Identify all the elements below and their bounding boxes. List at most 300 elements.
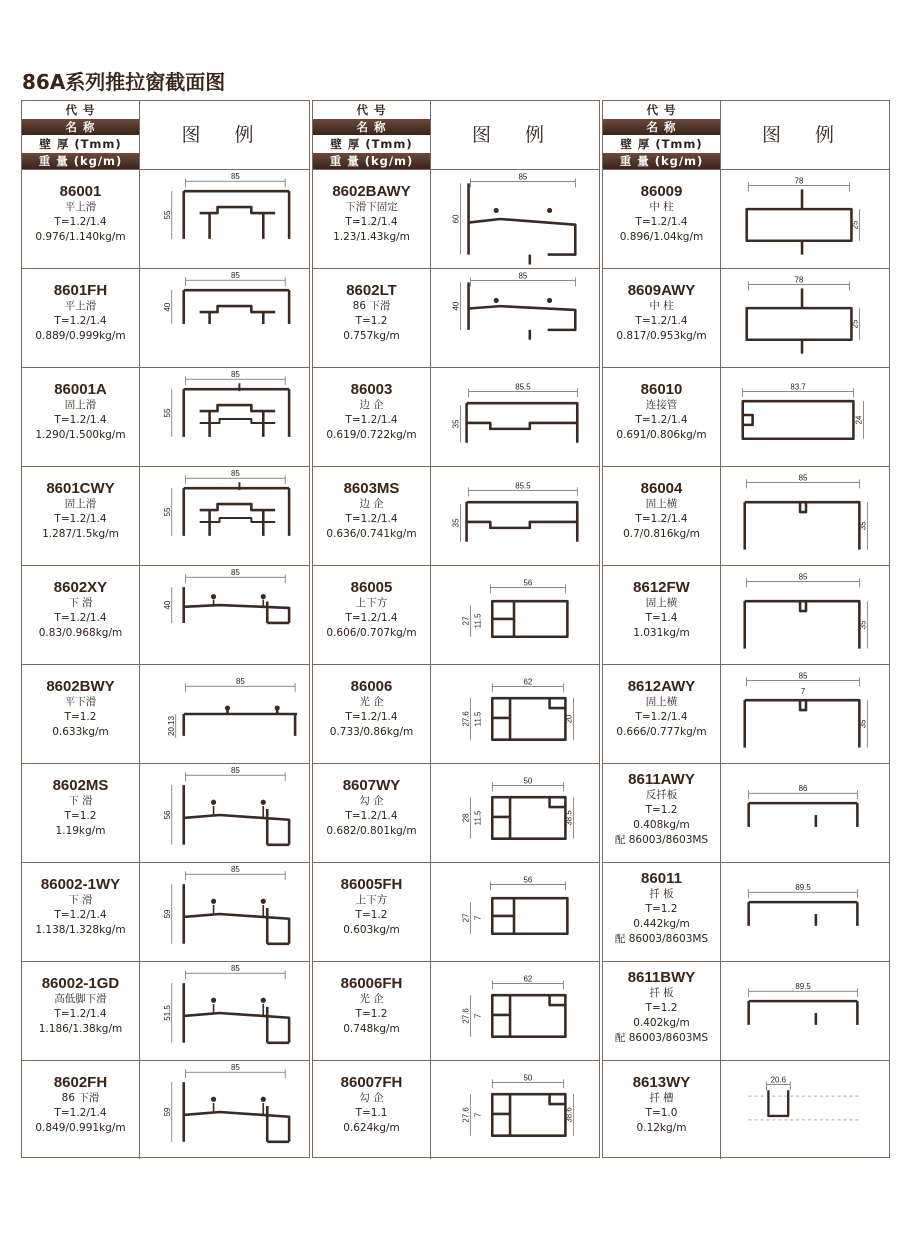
profile-info — [22, 763, 140, 862]
profile-weight: 0.849/0.991kg/m — [35, 1122, 126, 1134]
section-diagram — [721, 169, 889, 268]
profile-figure — [721, 466, 889, 565]
profile-thickness: T=1.2 — [645, 903, 678, 915]
profile-name: 勾 企 — [359, 795, 384, 807]
profile-row — [22, 268, 309, 368]
section-diagram — [721, 466, 889, 565]
profile-weight: 0.691/0.806kg/m — [616, 429, 707, 441]
profile-weight: 0.7/0.816kg/m — [623, 528, 700, 540]
profile-name: 平上滑 — [64, 300, 97, 312]
profile-info — [313, 1060, 431, 1159]
profile-thickness: T=1.2/1.4 — [635, 216, 688, 228]
dimension-label: 85 — [231, 1063, 240, 1073]
profile-figure — [721, 862, 889, 961]
figure-label: 图 例 — [471, 124, 559, 146]
profile-thickness: T=1.2/1.4 — [635, 315, 688, 327]
profile-code: 8602FH — [53, 1074, 108, 1091]
profile-figure — [721, 565, 889, 664]
dimension-label: 85.5 — [515, 382, 531, 392]
profile-info — [22, 268, 140, 367]
profile-name: 中 柱 — [649, 201, 674, 213]
section-diagram — [431, 466, 599, 565]
profile-code: 86005 — [350, 579, 393, 596]
profile-weight: 1.23/1.43kg/m — [333, 231, 410, 243]
profile-row — [313, 268, 599, 368]
dimension-label: 7 — [800, 687, 806, 697]
page-title: 86A系列推拉窗截面图 — [22, 70, 226, 94]
profile-figure — [431, 664, 599, 763]
profile-figure — [140, 169, 309, 268]
profile-figure — [721, 169, 889, 268]
profile-name: 固上滑 — [64, 399, 97, 411]
profile-name: 固上横 — [645, 696, 678, 708]
dimension-label: 85 — [231, 271, 240, 281]
profile-thickness: T=1.2 — [355, 1008, 388, 1020]
profile-row — [22, 961, 309, 1061]
profile-name: 扦 板 — [649, 888, 674, 900]
section-diagram — [140, 763, 309, 862]
dimension-label: 7 — [473, 1013, 483, 1019]
dimension-label: 7 — [473, 915, 483, 921]
profile-weight: 0.889/0.999kg/m — [35, 330, 126, 342]
profile-row — [313, 1060, 599, 1159]
profile-info — [313, 664, 431, 763]
profile-row — [313, 367, 599, 467]
dimension-label: 89.5 — [795, 982, 811, 992]
profile-weight: 0.757kg/m — [343, 330, 400, 342]
dimension-label: 85 — [231, 172, 240, 182]
profile-note: 配 86003/8603MS — [614, 834, 709, 846]
dimension-label: 55 — [162, 507, 172, 517]
profile-info — [313, 961, 431, 1060]
profile-note: 配 86003/8603MS — [614, 933, 709, 945]
profile-row — [22, 763, 309, 863]
profile-name: 高低脚下滑 — [54, 993, 107, 1005]
profile-weight: 0.633kg/m — [52, 726, 109, 738]
section-diagram — [140, 961, 309, 1060]
profile-code: 86002-1WY — [40, 876, 121, 893]
profile-name: 平下滑 — [64, 696, 97, 708]
dimension-label: 35 — [858, 521, 868, 531]
profile-figure — [431, 565, 599, 664]
profile-figure — [431, 862, 599, 961]
profile-thickness: T=1.2 — [645, 804, 678, 816]
profile-figure — [140, 1060, 309, 1159]
profile-weight: 0.83/0.968kg/m — [38, 627, 123, 639]
profile-figure — [721, 367, 889, 466]
dimension-label: 27.6 — [461, 1107, 471, 1123]
profile-figure — [140, 268, 309, 367]
profile-row — [22, 664, 309, 764]
profile-info — [22, 961, 140, 1060]
section-diagram — [431, 862, 599, 961]
table-header — [603, 101, 889, 170]
dimension-label: 85 — [231, 964, 240, 974]
dimension-label: 27 — [461, 913, 471, 923]
dimension-label: 50 — [523, 776, 533, 786]
section-diagram — [140, 1060, 309, 1159]
profile-figure — [140, 466, 309, 565]
profile-info — [22, 565, 140, 664]
profile-thickness: T=1.1 — [355, 1107, 388, 1119]
profile-weight: 1.031kg/m — [633, 627, 690, 639]
section-diagram — [431, 169, 599, 268]
dimension-label: 20.13 — [166, 715, 176, 736]
dimension-label: 24 — [854, 415, 864, 425]
profile-name: 下 滑 — [68, 795, 93, 807]
profile-thickness: T=1.2/1.4 — [54, 216, 107, 228]
profile-weight: 0.636/0.741kg/m — [326, 528, 417, 540]
dimension-label: 85 — [231, 469, 240, 479]
weight-label: 重 量 (kg/m) — [603, 153, 720, 169]
code-label: 代 号 — [603, 102, 720, 118]
dimension-label: 85 — [231, 370, 240, 380]
profile-name: 固上滑 — [64, 498, 97, 510]
profile-code: 86010 — [640, 381, 683, 398]
dimension-label: 56 — [523, 578, 533, 588]
section-diagram — [431, 763, 599, 862]
profile-row — [603, 961, 889, 1061]
profile-figure — [431, 367, 599, 466]
table-header — [313, 101, 599, 170]
profile-thickness: T=1.2/1.4 — [54, 414, 107, 426]
section-diagram — [140, 466, 309, 565]
dimension-label: 27 — [461, 616, 471, 626]
profile-thickness: T=1.2/1.4 — [635, 711, 688, 723]
profile-code: 8611AWY — [628, 771, 695, 788]
dimension-label: 85 — [798, 671, 808, 681]
dimension-label: 40 — [162, 600, 172, 610]
section-diagram — [721, 1060, 889, 1159]
profile-row — [603, 565, 889, 665]
dimension-label: 55 — [162, 408, 172, 418]
profile-table-column — [312, 100, 600, 1158]
section-diagram — [140, 169, 309, 268]
dimension-label: 85 — [231, 568, 240, 578]
profile-info — [603, 367, 721, 466]
profile-weight: 0.624kg/m — [343, 1122, 400, 1134]
profile-info — [313, 862, 431, 961]
dimension-label: 35 — [451, 419, 461, 429]
profile-weight: 1.186/1.38kg/m — [38, 1023, 123, 1035]
profile-code: 86006FH — [340, 975, 403, 992]
section-diagram — [721, 664, 889, 763]
weight-label: 重 量 (kg/m) — [22, 153, 139, 169]
profile-name: 上下方 — [355, 894, 388, 906]
profile-weight: 0.896/1.04kg/m — [619, 231, 704, 243]
dimension-label: 50 — [523, 1073, 533, 1083]
figure-label: 图 例 — [761, 124, 849, 146]
profile-info — [313, 169, 431, 268]
profile-figure — [431, 169, 599, 268]
dimension-label: 38.6 — [564, 1107, 574, 1123]
dimension-label: 20 — [564, 714, 574, 724]
profile-row — [22, 169, 309, 269]
profile-row — [313, 664, 599, 764]
dimension-label: 86 — [798, 784, 808, 794]
profile-weight: 0.682/0.801kg/m — [326, 825, 417, 837]
profile-weight: 0.603kg/m — [343, 924, 400, 936]
profile-thickness: T=1.2 — [64, 711, 97, 723]
profile-info — [313, 763, 431, 862]
profile-name: 扦 槽 — [649, 1092, 674, 1104]
dimension-label: 85 — [798, 473, 808, 483]
profile-info — [22, 1060, 140, 1159]
profile-weight: 0.442kg/m — [633, 918, 690, 930]
profile-weight: 0.666/0.777kg/m — [616, 726, 707, 738]
profile-name: 反扦板 — [645, 789, 678, 801]
profile-info — [603, 268, 721, 367]
profile-info — [603, 862, 721, 961]
dimension-label: 55 — [162, 210, 172, 220]
dimension-label: 27.6 — [461, 1008, 471, 1024]
dimension-label: 56 — [162, 810, 172, 820]
profile-name: 连接管 — [645, 399, 678, 411]
thickness-label: 壁 厚 (Tmm) — [603, 136, 720, 152]
profile-name: 勾 企 — [359, 1092, 384, 1104]
profile-info — [603, 664, 721, 763]
profile-figure — [140, 862, 309, 961]
dimension-label: 40 — [162, 302, 172, 312]
profile-row — [22, 565, 309, 665]
dimension-label: 85 — [518, 271, 528, 281]
profile-name: 边 企 — [359, 498, 384, 510]
profile-info — [22, 664, 140, 763]
profile-weight: 1.138/1.328kg/m — [35, 924, 126, 936]
profile-info — [603, 763, 721, 862]
profile-code: 8601FH — [53, 282, 108, 299]
section-diagram — [431, 664, 599, 763]
profile-thickness: T=1.4 — [645, 612, 678, 624]
profile-row — [603, 367, 889, 467]
dimension-label: 78 — [794, 275, 804, 285]
profile-info — [22, 367, 140, 466]
section-diagram — [140, 664, 309, 763]
dimension-label: 89.5 — [795, 883, 811, 893]
profile-thickness: T=1.2 — [64, 810, 97, 822]
profile-figure — [431, 268, 599, 367]
dimension-label: 51.5 — [162, 1005, 172, 1021]
dimension-label: 38.5 — [564, 810, 574, 826]
profile-note: 配 86003/8603MS — [614, 1032, 709, 1044]
profile-row — [603, 862, 889, 962]
profile-name: 中 柱 — [649, 300, 674, 312]
profile-weight: 0.12kg/m — [636, 1122, 687, 1134]
profile-row — [603, 1060, 889, 1159]
dimension-label: 85 — [235, 677, 245, 687]
profile-info — [603, 961, 721, 1060]
name-label: 名 称 — [313, 119, 430, 135]
profile-weight: 0.976/1.140kg/m — [35, 231, 126, 243]
profile-table-column — [602, 100, 890, 1158]
profile-name: 固上横 — [645, 597, 678, 609]
profile-weight: 0.402kg/m — [633, 1017, 690, 1029]
profile-figure — [431, 763, 599, 862]
dimension-label: 25 — [850, 319, 860, 329]
profile-row — [313, 466, 599, 566]
profile-code: 8607WY — [342, 777, 401, 794]
table-header — [22, 101, 309, 170]
profile-code: 86003 — [350, 381, 393, 398]
profile-code: 86004 — [640, 480, 683, 497]
section-diagram — [721, 763, 889, 862]
profile-weight: 0.408kg/m — [633, 819, 690, 831]
dimension-label: 85.5 — [515, 481, 531, 491]
section-diagram — [140, 565, 309, 664]
profile-thickness: T=1.2/1.4 — [635, 414, 688, 426]
name-label: 名 称 — [603, 119, 720, 135]
profile-figure — [140, 367, 309, 466]
profile-weight: 0.619/0.722kg/m — [326, 429, 417, 441]
thickness-label: 壁 厚 (Tmm) — [22, 136, 139, 152]
profile-info — [22, 862, 140, 961]
dimension-label: 7 — [473, 1112, 483, 1118]
profile-row — [22, 466, 309, 566]
dimension-label: 85 — [518, 172, 528, 182]
profile-row — [603, 466, 889, 566]
code-label: 代 号 — [313, 102, 430, 118]
profile-code: 86006 — [350, 678, 393, 695]
section-diagram — [140, 268, 309, 367]
profile-row — [313, 565, 599, 665]
dimension-label: 11.5 — [473, 810, 483, 826]
profile-name: 下 滑 — [68, 894, 93, 906]
name-label: 名 称 — [22, 119, 139, 135]
profile-weight: 0.733/0.86kg/m — [329, 726, 414, 738]
dimension-label: 60 — [451, 214, 461, 224]
profile-weight: 1.19kg/m — [55, 825, 106, 837]
dimension-label: 59 — [162, 909, 172, 919]
profile-code: 86009 — [640, 183, 683, 200]
profile-thickness: T=1.2/1.4 — [54, 513, 107, 525]
profile-thickness: T=1.2/1.4 — [345, 711, 398, 723]
profile-weight: 0.606/0.707kg/m — [326, 627, 417, 639]
profile-info — [313, 268, 431, 367]
profile-name: 光 企 — [359, 696, 384, 708]
thickness-label: 壁 厚 (Tmm) — [313, 136, 430, 152]
profile-name: 下 滑 — [68, 597, 93, 609]
profile-code: 8602MS — [52, 777, 109, 794]
dimension-label: 62 — [523, 677, 533, 687]
profile-name: 平上滑 — [64, 201, 97, 213]
profile-figure — [721, 1060, 889, 1159]
dimension-label: 56 — [523, 875, 533, 885]
profile-info — [22, 466, 140, 565]
profile-thickness: T=1.2/1.4 — [345, 810, 398, 822]
profile-row — [603, 169, 889, 269]
profile-code: 8602BWY — [46, 678, 115, 695]
profile-name: 上下方 — [355, 597, 388, 609]
profile-thickness: T=1.2/1.4 — [54, 909, 107, 921]
profile-code: 86002-1GD — [41, 975, 120, 992]
section-diagram — [431, 1060, 599, 1159]
profile-code: 8603MS — [343, 480, 400, 497]
profile-thickness: T=1.2/1.4 — [345, 513, 398, 525]
section-diagram — [431, 565, 599, 664]
dimension-label: 11.5 — [473, 613, 483, 629]
profile-name: 扦 板 — [649, 987, 674, 999]
dimension-label: 59 — [162, 1107, 172, 1117]
profile-weight: 0.748kg/m — [343, 1023, 400, 1035]
profile-thickness: T=1.2 — [355, 909, 388, 921]
profile-code: 86007FH — [340, 1074, 403, 1091]
profile-figure — [431, 961, 599, 1060]
profile-name: 固上横 — [645, 498, 678, 510]
dimension-label: 20.6 — [770, 1075, 786, 1085]
profile-figure — [721, 961, 889, 1060]
dimension-label: 25 — [850, 220, 860, 230]
profile-code: 8602XY — [53, 579, 108, 596]
profile-figure — [140, 961, 309, 1060]
profile-thickness: T=1.2 — [355, 315, 388, 327]
profile-figure — [431, 466, 599, 565]
profile-thickness: T=1.2/1.4 — [345, 216, 398, 228]
profile-weight: 1.290/1.500kg/m — [35, 429, 126, 441]
section-diagram — [140, 862, 309, 961]
figure-label: 图 例 — [181, 124, 268, 146]
profile-weight: 0.817/0.953kg/m — [616, 330, 707, 342]
profile-table-column — [21, 100, 310, 1158]
section-diagram — [721, 268, 889, 367]
weight-label: 重 量 (kg/m) — [313, 153, 430, 169]
dimension-label: 85 — [798, 572, 808, 582]
dimension-label: 35 — [858, 620, 868, 630]
profile-name: 86 下滑 — [61, 1092, 100, 1104]
profile-figure — [721, 763, 889, 862]
profile-code: 8602BAWY — [332, 183, 411, 200]
profile-row — [603, 664, 889, 764]
profile-figure — [431, 1060, 599, 1159]
profile-info — [603, 565, 721, 664]
profile-info — [313, 565, 431, 664]
profile-name: 边 企 — [359, 399, 384, 411]
profile-thickness: T=1.2/1.4 — [54, 612, 107, 624]
profile-code: 86011 — [641, 870, 682, 887]
profile-code: 8611BWY — [627, 969, 696, 986]
profile-thickness: T=1.2/1.4 — [54, 315, 107, 327]
code-label: 代 号 — [22, 102, 139, 118]
profile-figure — [721, 664, 889, 763]
profile-code: 8602LT — [346, 282, 397, 299]
section-diagram — [721, 862, 889, 961]
section-diagram — [721, 961, 889, 1060]
section-diagram — [721, 367, 889, 466]
dimension-label: 85 — [231, 766, 240, 776]
profile-thickness: T=1.2/1.4 — [54, 1107, 107, 1119]
section-diagram — [431, 367, 599, 466]
profile-row — [603, 763, 889, 863]
profile-code: 86005FH — [340, 876, 403, 893]
dimension-label: 62 — [523, 974, 533, 984]
dimension-label: 40 — [451, 301, 461, 311]
profile-code: 8612FW — [633, 579, 690, 596]
profile-row — [313, 961, 599, 1061]
profile-code: 8601CWY — [46, 480, 115, 497]
profile-row — [22, 862, 309, 962]
profile-weight: 1.287/1.5kg/m — [42, 528, 119, 540]
profile-figure — [721, 268, 889, 367]
dimension-label: 28 — [461, 813, 471, 823]
profile-info — [603, 466, 721, 565]
profile-name: 光 企 — [359, 993, 384, 1005]
profile-info — [313, 367, 431, 466]
profile-thickness: T=1.2/1.4 — [345, 414, 398, 426]
profile-row — [22, 367, 309, 467]
section-diagram — [431, 268, 599, 367]
section-diagram — [431, 961, 599, 1060]
profile-name: 下滑下固定 — [345, 201, 398, 213]
dimension-label: 35 — [451, 518, 461, 528]
